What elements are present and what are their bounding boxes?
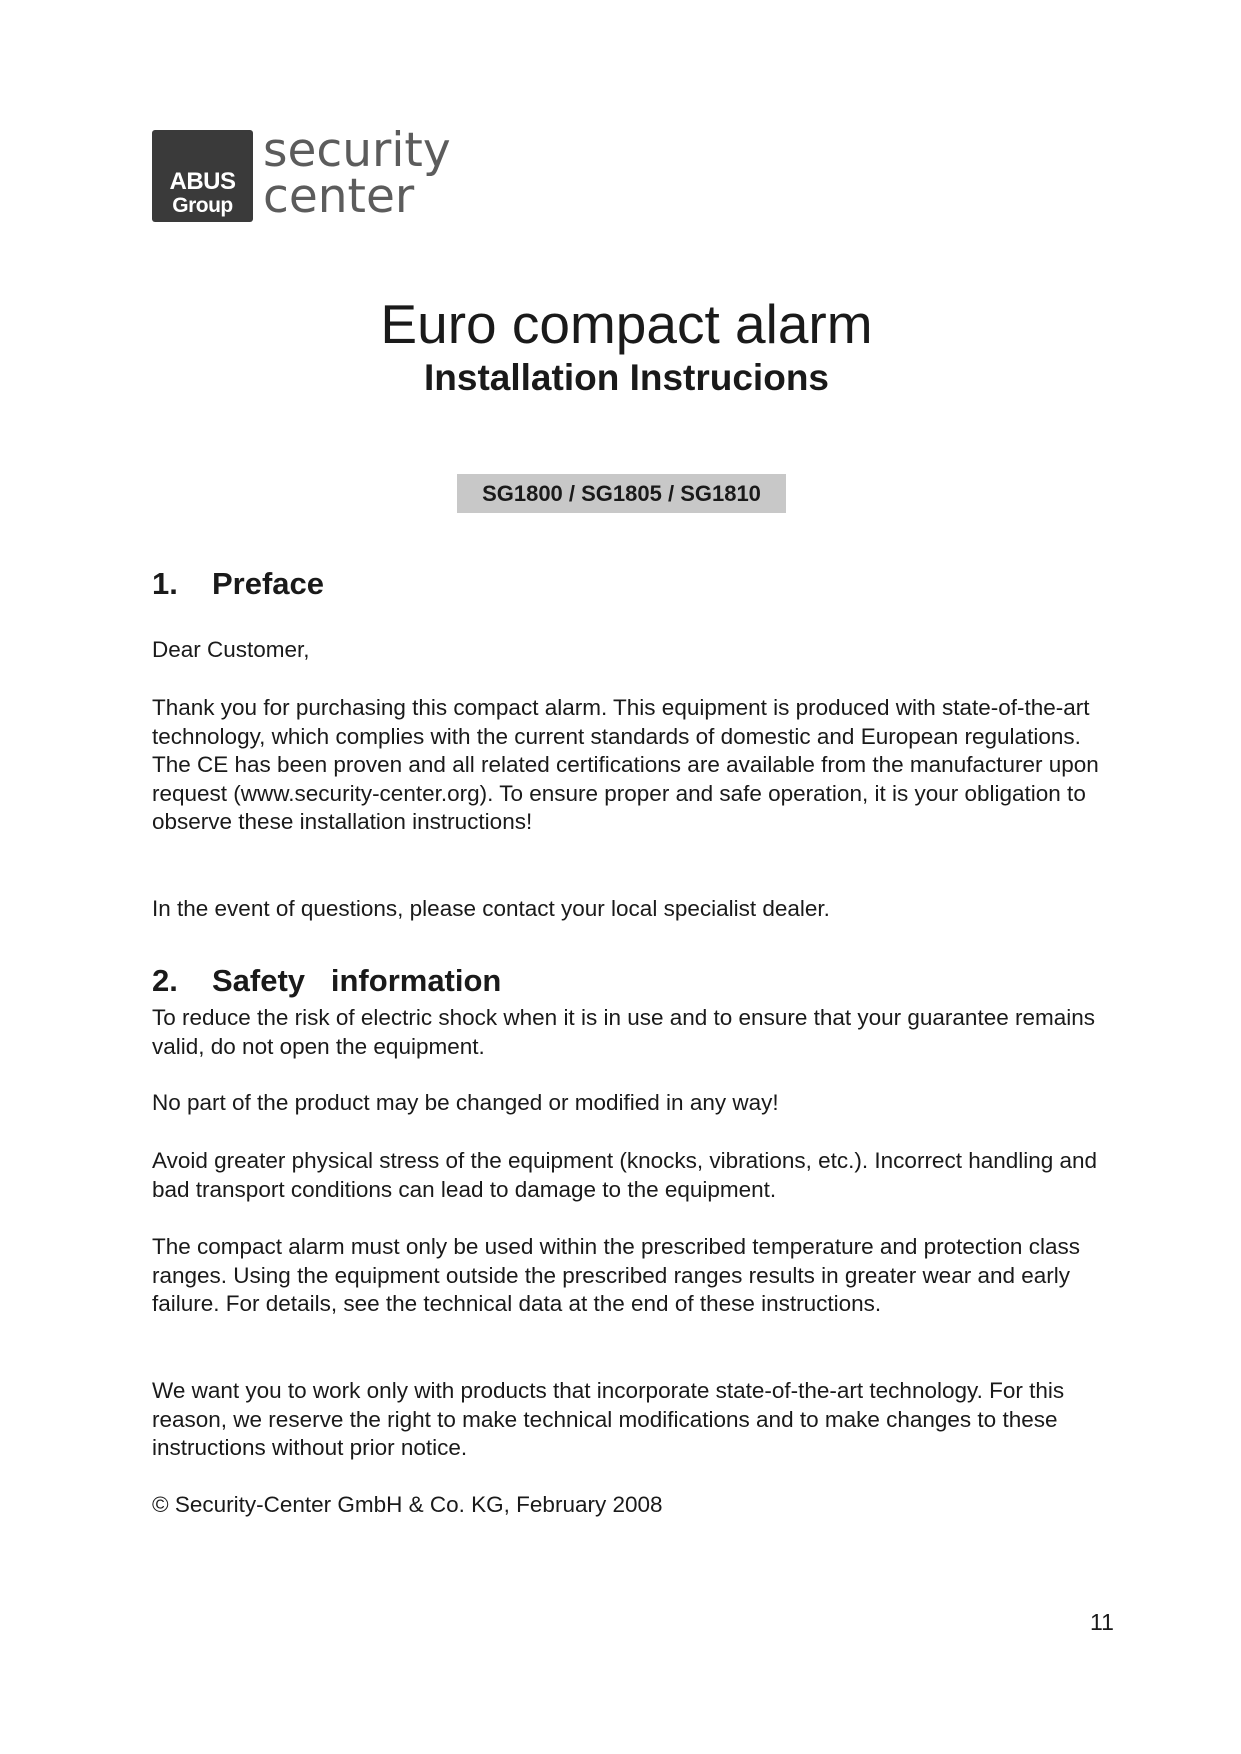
- section-title: Safety information: [212, 963, 502, 998]
- document-title: Euro compact alarm: [380, 293, 873, 355]
- safety-paragraph: To reduce the risk of electric shock when it is in use and to ensure that your guarantee remains valid, do not open the equipment.: [152, 1005, 1096, 1059]
- salutation: Dear Customer,: [152, 637, 310, 662]
- logo-box: [152, 130, 253, 222]
- logo-word-center: center: [263, 169, 415, 224]
- section-number: 1.: [152, 566, 178, 601]
- safety-paragraph: No part of the product may be changed or modified in any way!: [152, 1090, 779, 1115]
- section-number: 2.: [152, 963, 178, 998]
- page-number: 11: [1090, 1609, 1114, 1635]
- company-logo: [152, 123, 482, 224]
- safety-paragraph: We want you to work only with products that incorporate state-of-the-art technology. For this reason, we reserve the right to make technical modifications and to make changes to these instructions without prior notice.: [152, 1378, 1065, 1460]
- preface-paragraph: In the event of questions, please contact your local specialist dealer.: [152, 896, 830, 921]
- logo-box-line2: Group: [172, 194, 233, 217]
- safety-paragraph: Avoid greater physical stress of the equipment (knocks, vibrations, etc.). Incorrect handling and bad transport conditions can lead to damage to the equipment.: [152, 1148, 1098, 1202]
- section-heading-preface: [152, 566, 324, 602]
- section-title: Preface: [212, 566, 325, 601]
- copyright-notice: © Security-Center GmbH & Co. KG, February 2008: [152, 1492, 663, 1517]
- safety-paragraph: The compact alarm must only be used within the prescribed temperature and protection class ranges. Using the equipment outside the prescribed ranges results in greater wear and early failure. For details, see the technical data at the end of these instructions.: [152, 1234, 1080, 1316]
- logo-box-line1: ABUS: [169, 168, 236, 195]
- document-subtitle: Installation Instrucions: [424, 357, 829, 398]
- model-numbers-badge: SG1800 / SG1805 / SG1810: [457, 474, 786, 513]
- logo-word-security: security: [263, 123, 451, 178]
- preface-paragraph: Thank you for purchasing this compact alarm. This equipment is produced with state-of-the-art technology, which complies with the current standards of domestic and European regulations. The CE has been proven and all related certifications are available from the manufacturer upon request (www.security-center.org). To ensure proper and safe operation, it is your obligation to observe these installation instructions!: [152, 695, 1099, 834]
- logo-wordmark: [263, 123, 451, 224]
- section-heading-safety: [152, 963, 501, 999]
